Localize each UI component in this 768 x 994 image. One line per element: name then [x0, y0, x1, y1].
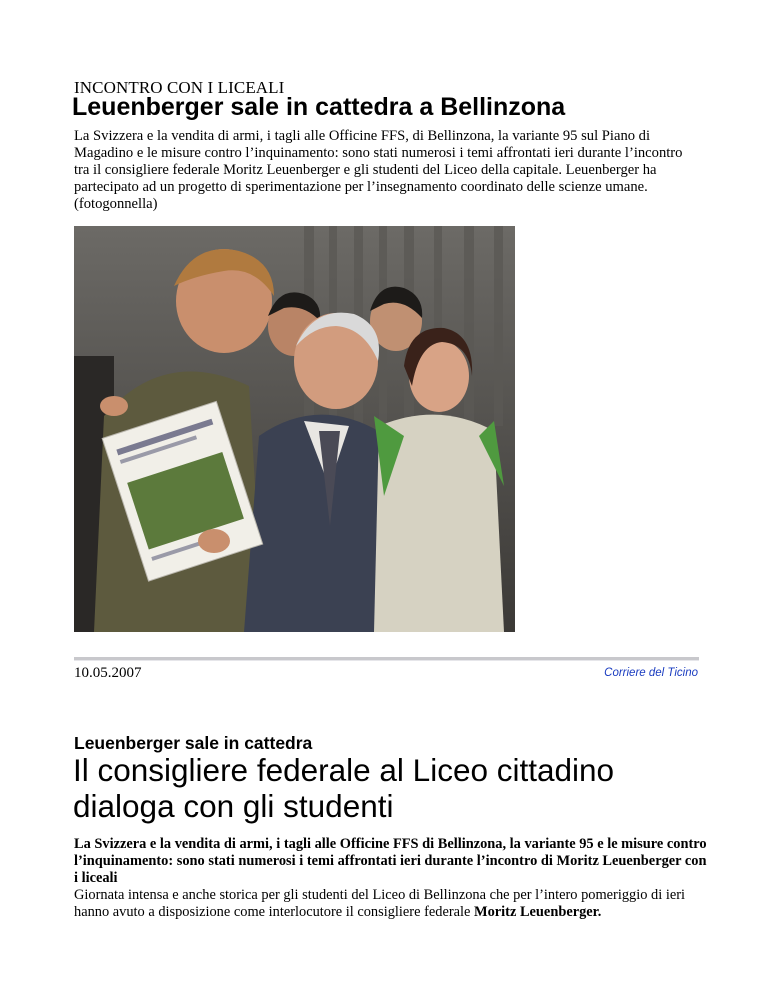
news-photo	[74, 226, 515, 632]
body-text: Giornata intensa e anche storica per gli studenti del Liceo di Bellinzona che per l’intero pomeriggio di ieri hanno avuto a disposizione come interlocutore il consigliere federale	[74, 887, 685, 921]
publication-date: 10.05.2007	[74, 665, 142, 681]
kicker-1: INCONTRO CON I LICEALI	[74, 78, 285, 97]
body-paragraph-2	[74, 887, 714, 921]
lead-paragraph-2: La Svizzera e la vendita di armi, i tagli alle Officine FFS di Bellinzona, la variante 95 e le misure contro l’inquinamento: sono stati numerosi i temi affrontati ieri durante l’incontro di Moritz Leuenberger con i liceali	[74, 836, 707, 887]
headline-1: Leuenberger sale in cattedra a Bellinzona	[72, 93, 566, 121]
headline-2: Il consigliere federale al Liceo cittadino dialoga con gli studenti	[73, 752, 615, 824]
divider-rule	[74, 657, 699, 661]
photo-illustration	[74, 226, 515, 632]
kicker-2: Leuenberger sale in cattedra	[74, 733, 313, 753]
body-bold-name: Moritz Leuenberger.	[474, 904, 602, 921]
source-link[interactable]: Corriere del Ticino	[604, 667, 698, 679]
lead-paragraph-1: La Svizzera e la vendita di armi, i tagli alle Officine FFS, di Bellinzona, la variante 95 sul Piano di Magadino e le misure contro l’inquinamento: sono stati numerosi i temi affrontati ieri durante l’incontro tra il consigliere federale Moritz Leuenberger e gli studenti del Liceo della capitale. Leuenberger ha partecipato ad un progetto di sperimentazione per l’insegnamento coordinato delle scienze umane. (fotogonnella)	[74, 128, 683, 212]
